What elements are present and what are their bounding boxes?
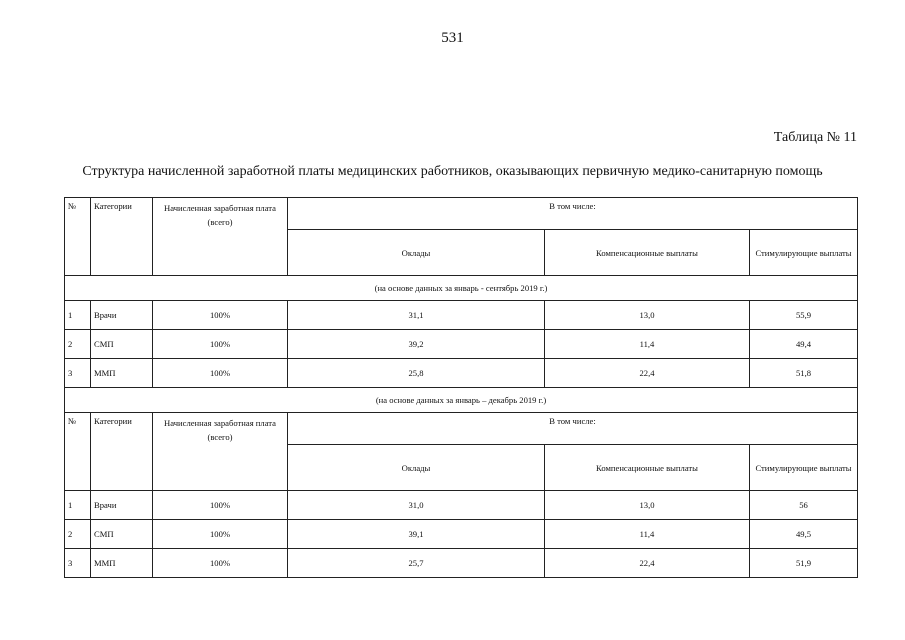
- cell-category: СМП: [91, 330, 153, 359]
- table-label: Таблица № 11: [773, 130, 857, 145]
- section-note-row: [65, 276, 858, 301]
- cell-num: 1: [65, 491, 91, 520]
- cell-salaries: 39,1: [288, 520, 545, 549]
- cell-total: 100%: [153, 301, 288, 330]
- header-salaries: Оклады: [288, 230, 545, 276]
- table-row: [65, 330, 858, 359]
- cell-category: Врачи: [91, 301, 153, 330]
- section-note: (на основе данных за январь – декабрь 2019 г.): [65, 388, 858, 413]
- page-number: 531: [441, 30, 464, 46]
- cell-salaries: 39,2: [288, 330, 545, 359]
- cell-total: 100%: [153, 549, 288, 578]
- cell-total: 100%: [153, 491, 288, 520]
- header-category: Категории: [91, 198, 153, 276]
- table-row: [65, 359, 858, 388]
- cell-incentive: 51,8: [750, 359, 858, 388]
- cell-salaries: 25,7: [288, 549, 545, 578]
- header-total: Начисленная заработная плата (всего): [153, 198, 288, 276]
- cell-incentive: 49,5: [750, 520, 858, 549]
- section-note: (на основе данных за январь - сентябрь 2019 г.): [65, 276, 858, 301]
- table-row: [65, 520, 858, 549]
- cell-num: 1: [65, 301, 91, 330]
- cell-num: 3: [65, 359, 91, 388]
- cell-compensation: 13,0: [545, 301, 750, 330]
- cell-salaries: 31,0: [288, 491, 545, 520]
- cell-category: ММП: [91, 549, 153, 578]
- cell-salaries: 31,1: [288, 301, 545, 330]
- cell-category: СМП: [91, 520, 153, 549]
- cell-num: 2: [65, 330, 91, 359]
- table-row: [65, 301, 858, 330]
- header-incentive: Стимулирующие выплаты: [750, 445, 858, 491]
- cell-category: Врачи: [91, 491, 153, 520]
- header-incentive: Стимулирующие выплаты: [750, 230, 858, 276]
- cell-total: 100%: [153, 330, 288, 359]
- header-salaries: Оклады: [288, 445, 545, 491]
- cell-total: 100%: [153, 520, 288, 549]
- header-including: В том числе:: [288, 198, 858, 230]
- cell-incentive: 56: [750, 491, 858, 520]
- cell-compensation: 22,4: [545, 549, 750, 578]
- cell-category: ММП: [91, 359, 153, 388]
- cell-total: 100%: [153, 359, 288, 388]
- salary-structure-table: [64, 197, 858, 578]
- cell-num: 3: [65, 549, 91, 578]
- header-compensation: Компенсационные выплаты: [545, 445, 750, 491]
- cell-compensation: 11,4: [545, 520, 750, 549]
- header-total: Начисленная заработная плата (всего): [153, 413, 288, 491]
- header-row: [65, 413, 858, 445]
- cell-compensation: 11,4: [545, 330, 750, 359]
- header-num: №: [65, 413, 91, 491]
- document-title: Структура начисленной заработной платы медицинских работников, оказывающих первичную медико-санитарную помощь: [82, 164, 823, 179]
- table-row: [65, 491, 858, 520]
- header-category: Категории: [91, 413, 153, 491]
- header-num: №: [65, 198, 91, 276]
- section-note-row: [65, 388, 858, 413]
- table-row: [65, 549, 858, 578]
- cell-salaries: 25,8: [288, 359, 545, 388]
- header-compensation: Компенсационные выплаты: [545, 230, 750, 276]
- header-row: [65, 198, 858, 230]
- cell-compensation: 13,0: [545, 491, 750, 520]
- cell-incentive: 51,9: [750, 549, 858, 578]
- cell-compensation: 22,4: [545, 359, 750, 388]
- cell-num: 2: [65, 520, 91, 549]
- header-including: В том числе:: [288, 413, 858, 445]
- cell-incentive: 49,4: [750, 330, 858, 359]
- cell-incentive: 55,9: [750, 301, 858, 330]
